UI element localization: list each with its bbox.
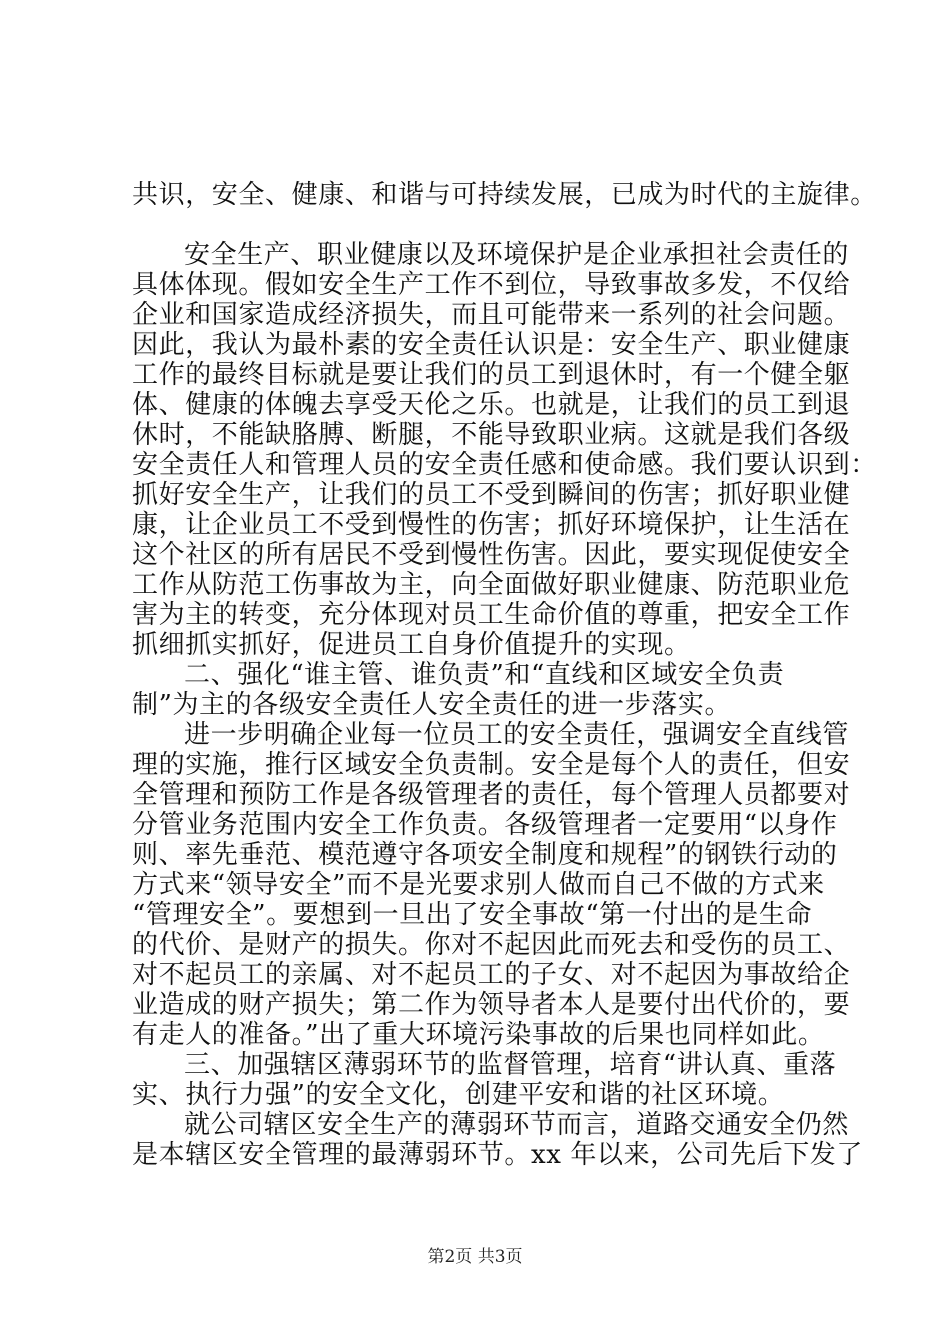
text-line: 是本辖区安全管理的最薄弱环节。xx 年以来，公司先后下发了 [132,1140,863,1170]
text-line: 康，让企业员工不受到慢性的伤害；抓好环境保护，让生活在 [132,510,851,540]
section-heading-line: 三、加强辖区薄弱环节的监督管理，培育“讲认真、重落 [184,1050,837,1080]
page-number-footer: 第2页 共3页 [427,1247,523,1267]
paragraph-first-line: 进一步明确企业每一位员工的安全责任，强调安全直线管 [184,720,850,750]
section-heading-line: 二、强化“谁主管、谁负责”和“直线和区域安全负责 [184,660,785,690]
text-line: 体、健康的体魄去享受天伦之乐。也就是，让我们的员工到退 [132,390,851,420]
paragraph-first-line: 就公司辖区安全生产的薄弱环节而言，道路交通安全仍然 [184,1110,850,1140]
text-line: 抓细抓实抓好，促进员工自身价值提升的实现。 [132,630,691,660]
text-line: 企业和国家造成经济损失，而且可能带来一系列的社会问题。 [132,300,851,330]
text-line: 有走人的准备。”出了重大环境污染事故的后果也同样如此。 [132,1020,825,1050]
text-line: 工作从防范工伤事故为主，向全面做好职业健康、防范职业危 [132,570,851,600]
text-line: 全管理和预防工作是各级管理者的责任，每个管理人员都要对 [132,780,851,810]
section-heading-line: 制”为主的各级安全责任人安全责任的进一步落实。 [132,690,732,720]
text-line: 这个社区的所有居民不受到慢性伤害。因此，要实现促使安全 [132,540,851,570]
text-line: 的代价、是财产的损失。你对不起因此而死去和受伤的员工、 [132,930,851,960]
text-line: 休时，不能缺胳膊、断腿，不能导致职业病。这就是我们各级 [132,420,851,450]
text-line: 对不起员工的亲属、对不起员工的子女、对不起因为事故给企 [132,960,851,990]
text-line: 分管业务范围内安全工作负责。各级管理者一定要用“以身作 [132,810,838,840]
text-line: 工作的最终目标就是要让我们的员工到退休时，有一个健全躯 [132,360,851,390]
text-line: 则、率先垂范、模范遵守各项安全制度和规程”的钢铁行动的 [132,840,838,870]
text-line: 安全责任人和管理人员的安全责任感和使命感。我们要认识到： [132,450,877,480]
section-heading-line: 实、执行力强”的安全文化，创建平安和谐的社区环境。 [132,1080,785,1110]
text-line: 抓好安全生产，让我们的员工不受到瞬间的伤害；抓好职业健 [132,480,851,510]
text-line: 因此，我认为最朴素的安全责任认识是：安全生产、职业健康 [132,330,851,360]
text-line: 害为主的转变，充分体现对员工生命价值的尊重，把安全工作 [132,600,851,630]
text-line: 具体体现。假如安全生产工作不到位，导致事故多发，不仅给 [132,270,851,300]
text-line: 方式来“领导安全”而不是光要求别人做而自己不做的方式来 [132,870,825,900]
paragraph-first-line: 安全生产、职业健康以及环境保护是企业承担社会责任的 [184,240,850,270]
text-line: “管理安全”。要想到一旦出了安全事故“第一付出的是生命 [132,900,813,930]
text-line: 理的实施，推行区域安全负责制。安全是每个人的责任，但安 [132,750,851,780]
text-line: 业造成的财产损失；第二作为领导者本人是要付出代价的，要 [132,990,851,1020]
text-line: 共识，安全、健康、和谐与可持续发展，已成为时代的主旋律。 [132,180,877,210]
